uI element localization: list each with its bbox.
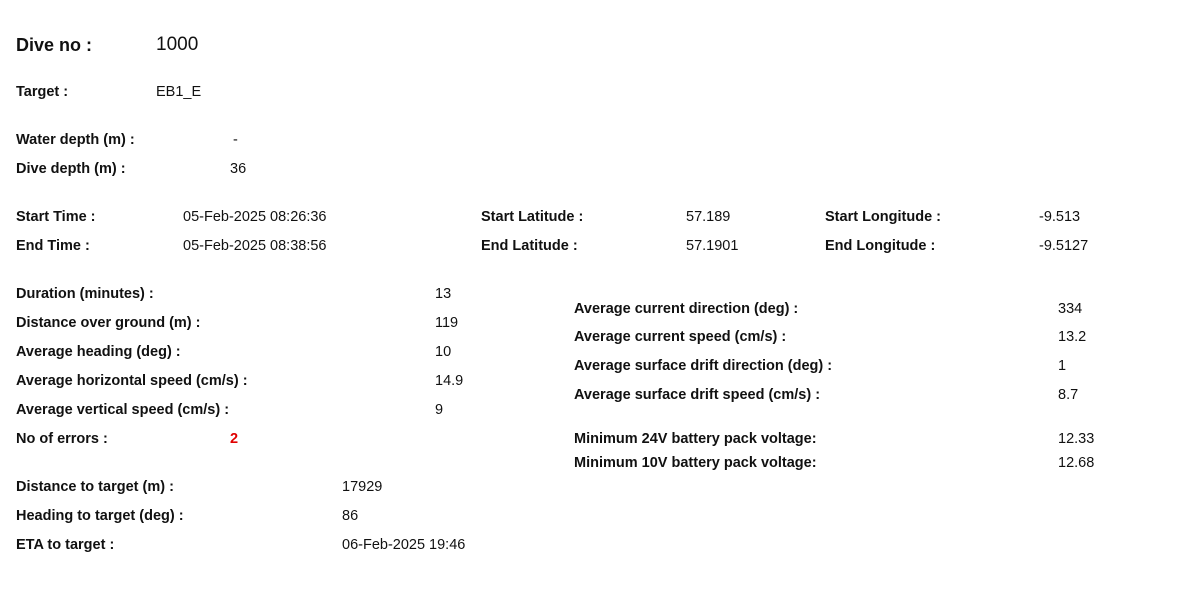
duration-label: Duration (minutes) : [16, 286, 154, 302]
average-surface-drift-speed-value: 8.7 [1058, 387, 1079, 403]
average-horizontal-speed-label: Average horizontal speed (cm/s) : [16, 373, 248, 389]
dive-no-label: Dive no : [16, 35, 93, 55]
end-time-value: 05-Feb-2025 08:38:56 [183, 238, 327, 254]
duration-value: 13 [435, 286, 452, 302]
target-label: Target : [16, 84, 69, 100]
average-heading-label: Average heading (deg) : [16, 344, 181, 360]
start-time-label: Start Time : [16, 209, 96, 225]
water-depth-value: - [233, 132, 238, 148]
average-surface-drift-direction-value: 1 [1058, 358, 1067, 374]
errors-value: 2 [230, 431, 239, 447]
average-heading-value: 10 [435, 344, 452, 360]
min-24v-battery-label: Minimum 24V battery pack voltage: [574, 431, 817, 447]
dive-depth-value: 36 [230, 161, 247, 177]
end-longitude-label: End Longitude : [825, 238, 936, 254]
distance-over-ground-value: 119 [435, 315, 459, 331]
end-latitude-label: End Latitude : [481, 238, 578, 254]
target-value: EB1_E [156, 84, 202, 100]
average-horizontal-speed-value: 14.9 [435, 373, 464, 389]
distance-to-target-value: 17929 [342, 479, 383, 495]
average-current-speed-label: Average current speed (cm/s) : [574, 329, 787, 345]
dive-no-value: 1000 [156, 34, 199, 55]
min-24v-battery-value: 12.33 [1058, 431, 1095, 447]
start-latitude-label: Start Latitude : [481, 209, 584, 225]
eta-to-target-label: ETA to target : [16, 537, 115, 553]
end-latitude-value: 57.1901 [686, 238, 739, 254]
heading-to-target-label: Heading to target (deg) : [16, 508, 184, 524]
dive-depth-label: Dive depth (m) : [16, 161, 126, 177]
start-longitude-value: -9.513 [1039, 209, 1081, 225]
average-current-direction-value: 334 [1058, 301, 1083, 317]
average-surface-drift-direction-label: Average surface drift direction (deg) : [574, 358, 833, 374]
errors-label: No of errors : [16, 431, 108, 447]
start-time-value: 05-Feb-2025 08:26:36 [183, 209, 327, 225]
water-depth-label: Water depth (m) : [16, 132, 135, 148]
average-vertical-speed-label: Average vertical speed (cm/s) : [16, 402, 230, 418]
start-latitude-value: 57.189 [686, 209, 731, 225]
start-longitude-label: Start Longitude : [825, 209, 941, 225]
min-10v-battery-label: Minimum 10V battery pack voltage: [574, 455, 817, 471]
end-longitude-value: -9.5127 [1039, 238, 1089, 254]
distance-over-ground-label: Distance over ground (m) : [16, 315, 201, 331]
average-current-direction-label: Average current direction (deg) : [574, 301, 799, 317]
heading-to-target-value: 86 [342, 508, 359, 524]
end-time-label: End Time : [16, 238, 90, 254]
eta-to-target-value: 06-Feb-2025 19:46 [342, 537, 466, 553]
min-10v-battery-value: 12.68 [1058, 455, 1095, 471]
average-vertical-speed-value: 9 [435, 402, 444, 418]
average-surface-drift-speed-label: Average surface drift speed (cm/s) : [574, 387, 821, 403]
average-current-speed-value: 13.2 [1058, 329, 1087, 345]
distance-to-target-label: Distance to target (m) : [16, 479, 174, 495]
